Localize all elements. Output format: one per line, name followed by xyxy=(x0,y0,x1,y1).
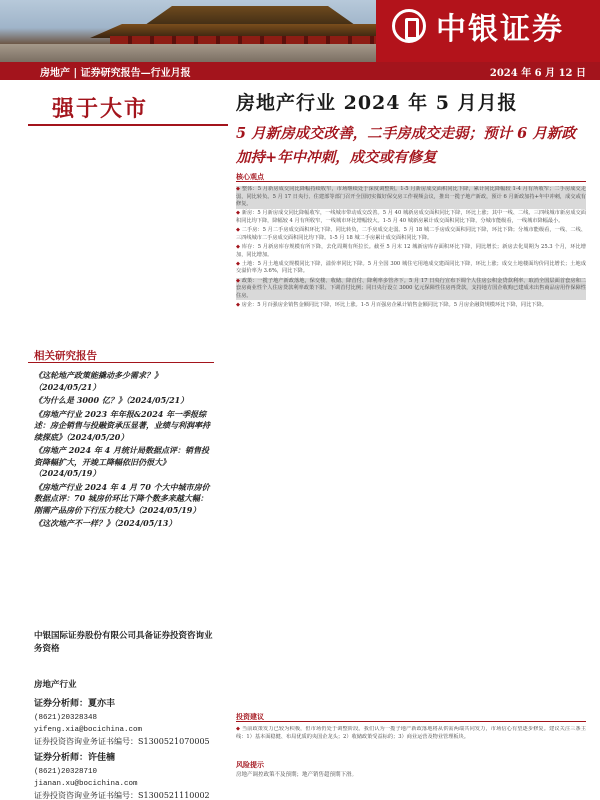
related-report-item[interactable]: 《 为什么是 3000 亿？》（2024/05/21） xyxy=(34,395,214,407)
brand-logo xyxy=(392,4,564,48)
core-paragraph: ◆ 政策：一揽子地产新政落地，保交楼、收储、降首付、降利率多管齐下。5 月 17 日央行宣布下调个人住房公积金贷款利率、取消全国层面首套房和二套房商业性个人住房贷款利率政策下限、下调首付比例；同日央行设立 3000 亿元保障性住房再贷款，支持地方国企收购已建成未出售商品房用作保障性住房。 xyxy=(236,278,586,301)
sidebar xyxy=(28,80,218,800)
analyst-cert: 证券投资咨询业务证书编号：S1300521070005 xyxy=(34,737,210,746)
analyst-phone: (8621)20328710 xyxy=(34,768,98,776)
analyst-email[interactable]: yifeng.xia@bocichina.com xyxy=(34,726,143,734)
rating-divider xyxy=(28,124,228,126)
category-bar xyxy=(0,62,600,80)
bank-logo-icon xyxy=(392,9,426,43)
org-qualification: 中银国际证券股份有限公司具备证券投资咨询业务资格 xyxy=(34,631,213,654)
related-report-item[interactable]: 《 房地产行业 2023 年年报&2024 年一季报综述：房企销售与投融资承压显著，业绩与利润率持续探底》（2024/05/20） xyxy=(34,409,214,444)
risk-body: 房地产调控政策不及预期；地产销售超预期下滑。 xyxy=(236,772,358,778)
related-report-item[interactable]: 《 这次地产不一样？》（2024/05/13） xyxy=(34,518,214,530)
analyst-phone: (8621)20328348 xyxy=(34,714,98,722)
report-category: 房地产 | 证券研究报告—行业月报 xyxy=(40,67,191,79)
invest-section-title: 投资建议 xyxy=(236,712,264,721)
invest-divider xyxy=(236,721,586,722)
analyst-block xyxy=(34,752,214,800)
analyst-name: 证券分析师：夏亦丰 xyxy=(34,699,116,709)
core-paragraph: ◆ 土地：5 月土地成交规模同比下降，溢价率同比下降。5 月全国 300 城住宅用地成交建面同比下降，环比上涨；成交土地楼面均价同比增长；土地成交溢价率为 3.6%，同比下降。 xyxy=(236,261,586,276)
related-reports-list xyxy=(34,370,214,532)
rating-label: 强于大市 xyxy=(52,96,149,122)
analyst-block xyxy=(34,698,214,748)
invest-paragraph: ◆ 当前政策发力已较为积极，但市场仍处于调整阶段。我们认为一揽子地产新政落地将从供需两端共同发力，市场信心有望逐步修复。建议关注三条主线：1）基本面稳健、布局优质的央国企龙头；2）收储政策受益标的；3）商业运营及物业管理板块。 xyxy=(236,726,586,741)
related-report-item[interactable]: 《 这轮地产政策能撬动多少需求？》（2024/05/21） xyxy=(34,370,214,393)
related-divider xyxy=(28,362,214,363)
risk-section-title: 风险提示 xyxy=(236,760,264,769)
core-body xyxy=(236,186,586,706)
analyst-email[interactable]: jianan.xu@bocichina.com xyxy=(34,780,138,788)
related-reports-title: 相关研究报告 xyxy=(34,350,97,362)
report-date: 2024 年 6 月 12 日 xyxy=(489,67,586,79)
related-report-item[interactable]: 《 房地产行业 2024 年 4 月 70 个大中城市房价数据点评：70 城房价环比下降个数多来越大幅：刚需产品房价下行压力较大》（2024/05/19） xyxy=(34,482,214,517)
report-subtitle: 5 月新房成交改善，二手房成交走弱；预计 6 月新政加持+年中冲刺，成交或有修复 xyxy=(236,125,576,166)
header-banner xyxy=(0,0,600,62)
related-report-item[interactable]: 《 房地产 2024 年 4 月统计局数据点评：销售投资降幅扩大，开竣工降幅依旧仍很大》（2024/05/19） xyxy=(34,445,214,480)
invest-body xyxy=(236,726,586,762)
industry-label: 房地产行业 xyxy=(34,680,77,690)
core-paragraph: ◆ 二手房：5 月二手房成交面积环比下降、同比转负，二手房成交走弱。5 月 18 城二手房成交面积同比下降，环比下降；分城市能级看，一线、二线、三四线城市二手房成交面积同比均下降。1-5 月 18 城二手房累计成交面积同比下降。 xyxy=(236,227,586,242)
core-paragraph: ◆ 新房：5 月新房成交同比降幅收窄，一线城市带动成交改善。5 月 40 城新房成交面积同比下降，环比上涨；其中一线、二线、三四线城市新房成交面积同比均下降，降幅较 4 月有所收窄，一线城市环比增幅较大。1-5 月 40 城新房累计成交面积同比下降，分城市能级看，一线城市降幅最小。 xyxy=(236,210,586,225)
brand-name: 中银证券 xyxy=(436,12,564,47)
analyst-name: 证券分析师：许佳楠 xyxy=(34,753,116,763)
core-divider xyxy=(236,181,586,182)
core-section-title: 核心观点 xyxy=(236,172,264,181)
core-paragraph: ◆ 整体：5 月新房成交同比降幅持续收窄，市场继续处于深度调整期。1-5 月新房成交面积同比下降，累计同比降幅较 1-4 月有所收窄；二手房成交走弱，同比转负。5 月 17 日央行、住建部等部门召开全国切实做好保交房工作视频会议，推出一揽子地产新政，预计 6 月新政加持+年中冲刺，成交或有修复。 xyxy=(236,186,586,209)
analyst-cert: 证券投资咨询业务证书编号：S1300521110002 xyxy=(34,791,210,800)
core-paragraph: ◆ 房企：5 月百强房企销售金额同比下降，环比上涨。1-5 月百强房企累计销售金额同比下降。5 月房企融资规模环比下降，同比下降。 xyxy=(236,302,586,310)
core-paragraph: ◆ 库存：5 月新房库存规模有所下降，去化周期有所拉长。截至 5 月末 12 城新房库存面积环比下降，同比增长；新房去化周期为 25.3 个月，环比增加，同比增加。 xyxy=(236,244,586,259)
report-title: 房地产行业 2024 年 5 月月报 xyxy=(236,92,518,114)
